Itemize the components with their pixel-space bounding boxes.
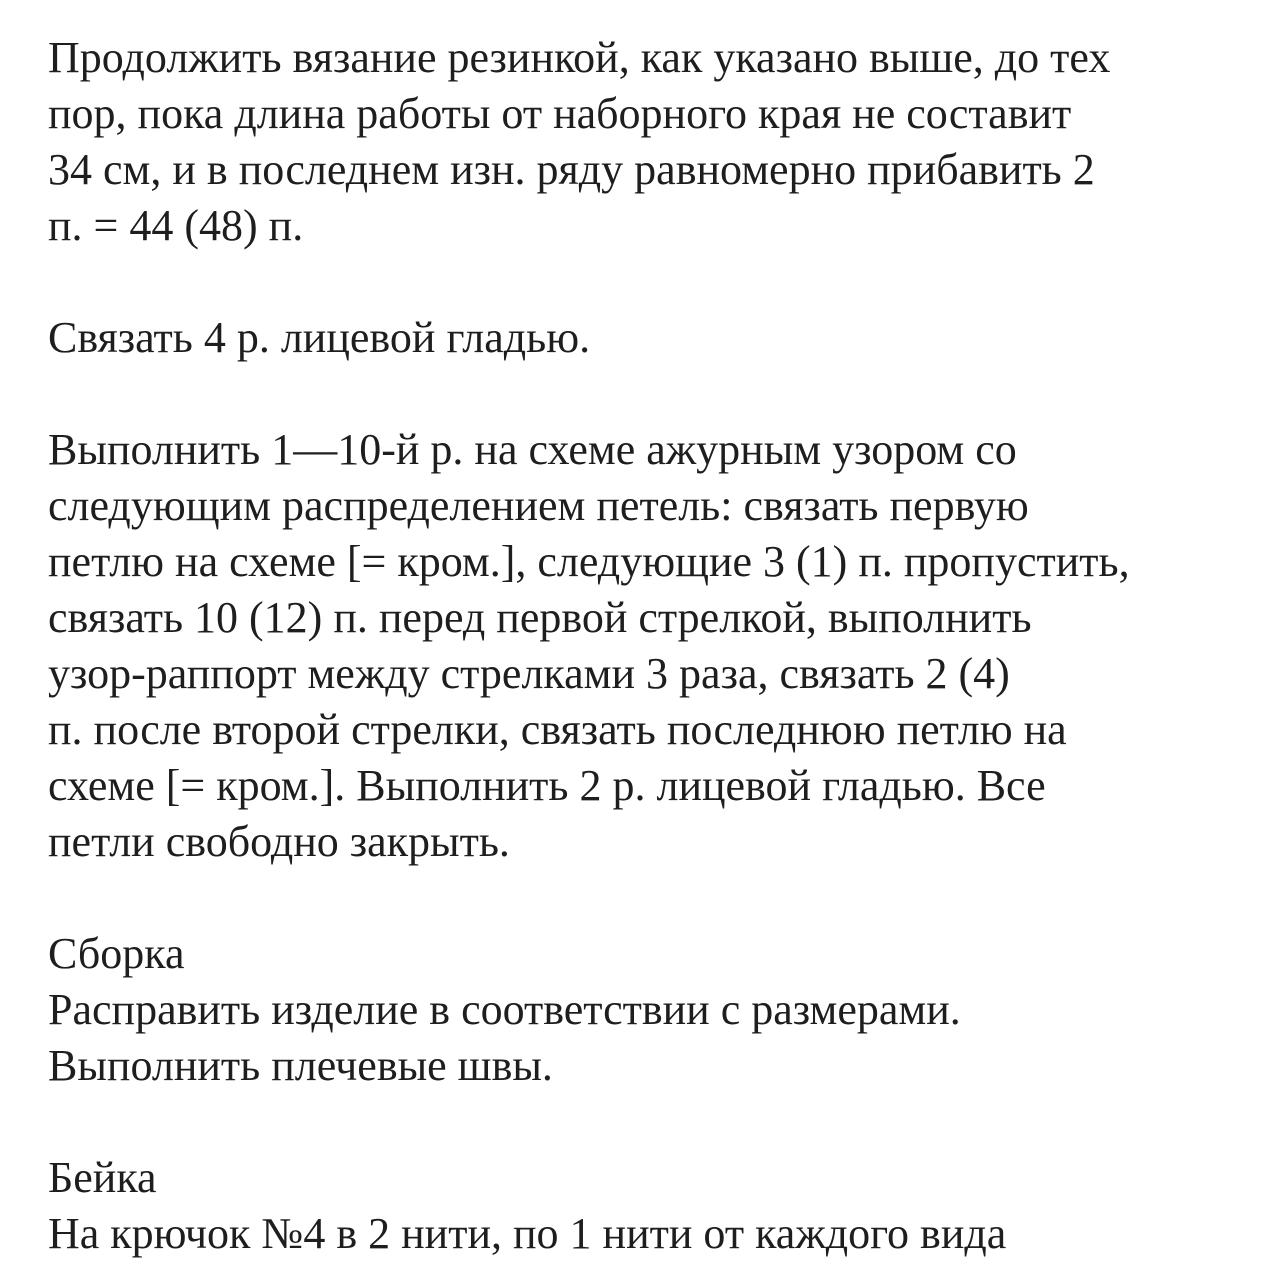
section-heading-binding: Бейка: [48, 1153, 157, 1202]
text-line: Продолжить вязание резинкой, как указано выше, до тех: [48, 33, 1111, 82]
text-line: петлю на схеме [= кром.], следующие 3 (1) п. пропустить,: [48, 537, 1130, 586]
section-binding: [48, 1150, 1258, 1262]
paragraph-spacer: [48, 254, 1258, 310]
text-line: схеме [= кром.]. Выполнить 2 р. лицевой гладью. Все: [48, 761, 1046, 810]
paragraph-stockinette: [48, 310, 1258, 366]
text-line: Связать 4 р. лицевой гладью.: [48, 313, 591, 362]
text-line: узор-раппорт между стрелками 3 раза, связать 2 (4): [48, 649, 1010, 698]
text-line: Выполнить 1—10-й р. на схеме ажурным узором со: [48, 425, 1017, 474]
paragraph-continue-ribbing: [48, 30, 1258, 254]
document-page: [48, 30, 1258, 1262]
section-heading-assembly: Сборка: [48, 929, 185, 978]
section-assembly: [48, 926, 1258, 1094]
text-line: следующим распределением петель: связать первую: [48, 481, 1029, 530]
text-line: связать 10 (12) п. перед первой стрелкой, выполнить: [48, 593, 1032, 642]
text-line: 34 см, и в последнем изн. ряду равномерно прибавить 2: [48, 145, 1095, 194]
text-line: п. после второй стрелки, связать последнюю петлю на: [48, 705, 1067, 754]
text-line: п. = 44 (48) п.: [48, 201, 304, 250]
text-line: Расправить изделие в соответствии с размерами.: [48, 985, 961, 1034]
text-line: На крючок №4 в 2 нити, по 1 нити от каждого вида: [48, 1209, 1007, 1258]
paragraph-spacer: [48, 870, 1258, 926]
paragraph-spacer: [48, 1094, 1258, 1150]
text-line: пор, пока длина работы от наборного края не составит: [48, 89, 1072, 138]
paragraph-spacer: [48, 366, 1258, 422]
text-line: Выполнить плечевые швы.: [48, 1041, 553, 1090]
text-line: петли свободно закрыть.: [48, 817, 510, 866]
paragraph-lace-pattern: [48, 422, 1258, 870]
